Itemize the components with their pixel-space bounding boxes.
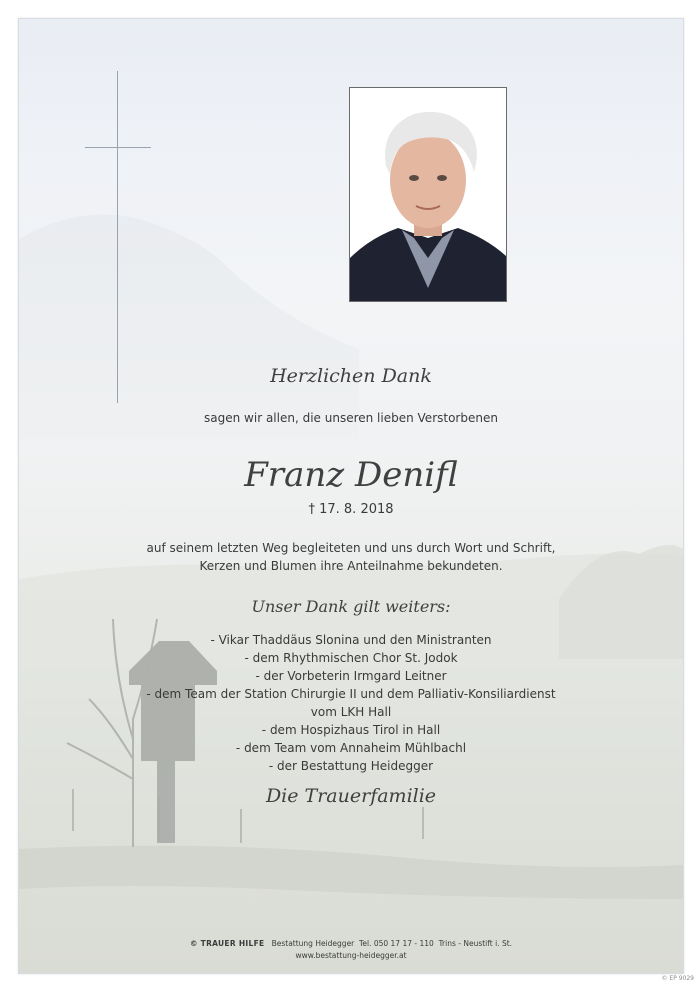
footer-company: Bestattung Heidegger xyxy=(271,939,355,948)
deceased-name: Franz Denifl xyxy=(244,455,458,495)
list-item: - dem Hospizhaus Tirol in Hall xyxy=(261,723,441,737)
thanks-line: auf seinem letzten Weg begleiteten und uns durch Wort und Schrift, xyxy=(146,541,556,555)
list-item: - dem Team der Station Chirurgie II und dem Palliativ-Konsiliardienst xyxy=(146,687,556,701)
heading-herzlichen-dank: Herzlichen Dank xyxy=(270,365,432,387)
death-date: † 17. 8. 2018 xyxy=(308,502,394,517)
list-item: - der Bestattung Heidegger xyxy=(268,759,434,773)
thanks-list xyxy=(19,631,683,775)
footer-website[interactable]: www.bestattung-heidegger.at xyxy=(295,951,407,960)
footer-brand: © TRAUER HILFE xyxy=(189,939,265,948)
footer-phone: Tel. 050 17 17 - 110 xyxy=(359,939,434,948)
obituary-card xyxy=(18,18,684,974)
closing-signature: Die Trauerfamilie xyxy=(265,785,437,807)
intro-text: sagen wir allen, die unseren lieben Verstorbenen xyxy=(204,411,498,425)
corner-code: © EP 9029 xyxy=(661,975,694,982)
list-item: - der Vorbeterin Irmgard Leitner xyxy=(255,669,447,683)
cross-vertical-bar xyxy=(117,71,118,403)
cross-horizontal-bar xyxy=(85,147,151,148)
portrait-photo xyxy=(349,87,507,302)
thanks-line: Kerzen und Blumen ihre Anteilnahme bekundeten. xyxy=(199,559,503,573)
list-item: vom LKH Hall xyxy=(310,705,392,719)
portrait-image xyxy=(350,88,506,301)
list-item: - Vikar Thaddäus Slonina und den Ministranten xyxy=(210,633,492,647)
footer-location: Trins - Neustift i. St. xyxy=(438,939,513,948)
list-item: - dem Rhythmischen Chor St. Jodok xyxy=(244,651,458,665)
footer-info xyxy=(19,939,683,948)
thanks-paragraph xyxy=(19,539,683,575)
list-item: - dem Team vom Annaheim Mühlbachl xyxy=(235,741,467,755)
mountain-silhouette xyxy=(19,215,359,440)
subheading-dank-weiters: Unser Dank gilt weiters: xyxy=(251,597,451,616)
